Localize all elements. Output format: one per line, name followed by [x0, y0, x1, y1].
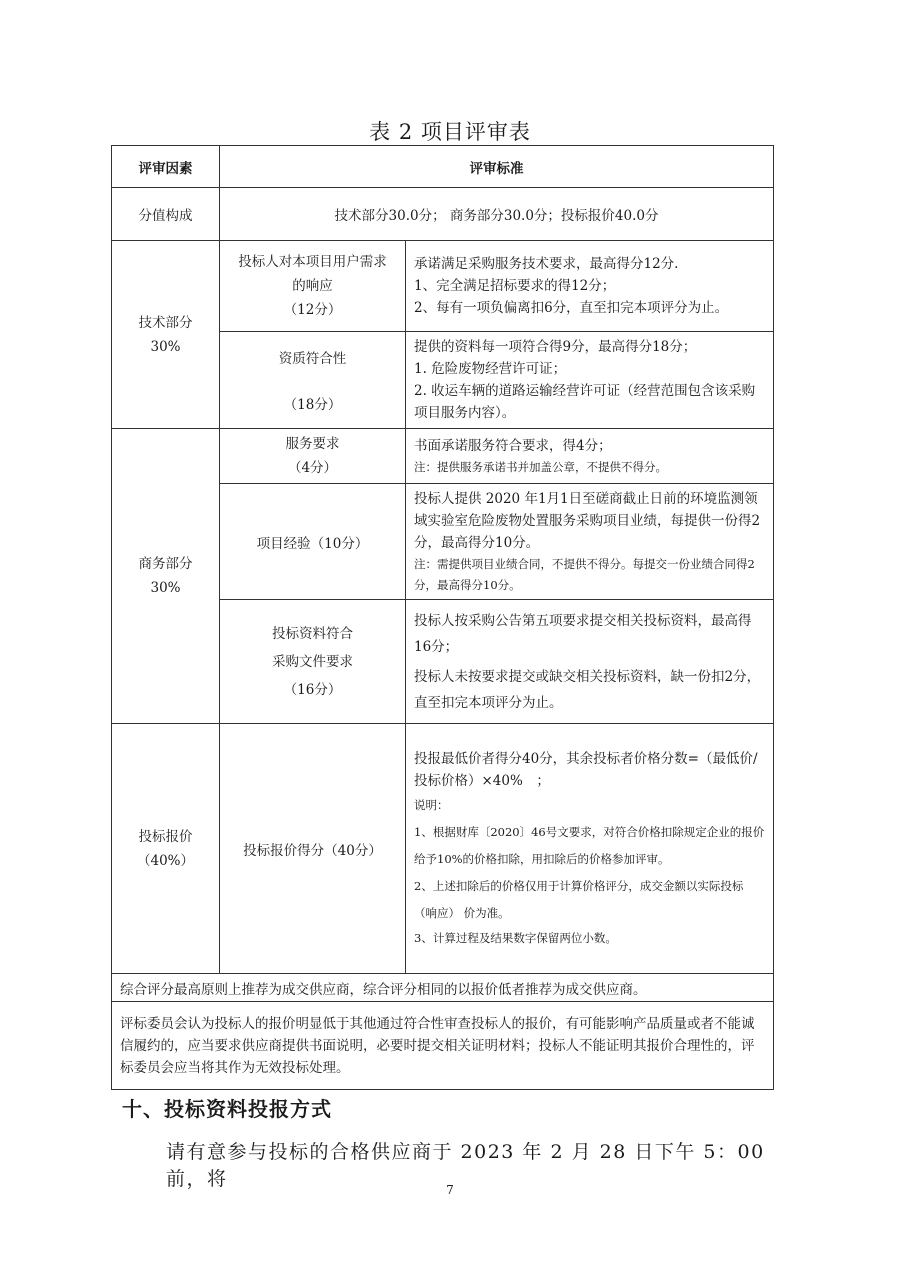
criteria-line: 投标人未按要求提交或缺交相关投标资料，缺一份扣2分，直至扣完本项评分为止。: [414, 668, 761, 711]
technical-group-pct: 30%: [150, 338, 181, 355]
footer-note-1: 综合评分最高原则上推荐为成交供应商，综合评分相同的以报价低者推荐为成交供应商。: [112, 974, 774, 1002]
item-name-line: 采购文件要求: [272, 653, 353, 670]
score-composition-text: 技术部分30.0分； 商务部分30.0分；投标报价40.0分: [220, 188, 774, 241]
criteria-note: 注：需提供项目业绩合同，不提供不得分。每提交一份业绩合同得2分，最高得分10分。: [414, 556, 755, 592]
criteria-line: 1. 危险废物经营许可证；: [414, 361, 567, 377]
item-name-line: 服务要求: [285, 436, 340, 452]
criteria-line: 书面承诺服务符合要求，得4分；: [414, 437, 612, 454]
technical-item-criteria: [406, 332, 774, 429]
table-title: 表 2 项目评审表: [369, 120, 531, 144]
header-standard: 评审标准: [220, 146, 774, 188]
business-group-cell: [112, 429, 220, 724]
score-composition-row: [112, 188, 774, 241]
footer-row: [112, 1002, 774, 1090]
technical-group-cell: [112, 241, 220, 429]
item-name-line: 资质符合性: [278, 351, 347, 367]
criteria-note: 2、上述扣除后的价格仅用于计算价格评分，成交金额以实际投标（响应） 价为准。: [414, 879, 744, 920]
body-paragraph: 请有意参与投标的合格供应商于 2023 年 2 月 28 日下午 5：00 前，将: [166, 1141, 765, 1190]
technical-item-name: [220, 332, 406, 429]
footer-row: [112, 974, 774, 1002]
criteria-line: 2. 收运车辆的道路运输经营许可证（经营范围包含该采购项目服务内容）。: [414, 383, 756, 421]
item-name-line: （12分）: [283, 302, 342, 318]
technical-group-label: 技术部分: [138, 314, 193, 331]
item-name-line: 投标资料符合: [272, 625, 353, 642]
business-group-pct: 30%: [150, 580, 181, 596]
business-group-label: 商务部分: [138, 556, 193, 572]
criteria-note: 1、根据财库〔2020〕46号文要求，对符合价格扣除规定企业的报价给予10%的价格扣除，用扣除后的价格参加评审。: [414, 825, 765, 866]
criteria-note: 说明：: [414, 798, 449, 812]
item-name-line: （16分）: [283, 681, 342, 698]
criteria-line: 投报最低价者得分40分，其余投标者价格分数=（最低价/投标价格）×40% ；: [414, 751, 758, 789]
table-row: [112, 429, 774, 484]
criteria-note: 3、计算过程及结果数字保留两位小数。: [414, 931, 617, 945]
price-group-cell: [112, 724, 220, 974]
business-item-criteria: [406, 484, 774, 600]
criteria-line: 投标人提供 2020 年1月1日至磋商截止日前的环境监测领域实验室危险废物处置服务采购项目业绩，每提供一份得2分，最高得分10分。: [414, 490, 761, 551]
criteria-line: 提供的资料每一项符合得9分，最高得分18分；: [414, 339, 697, 355]
criteria-line: 1、完全满足招标要求的得12分；: [414, 278, 616, 294]
item-name-line: 投标人对本项目用户需求: [238, 254, 387, 270]
business-item-criteria: [406, 429, 774, 484]
business-item-name: [220, 600, 406, 724]
item-name-line: （4分）: [287, 460, 338, 476]
price-group-label: 投标报价: [138, 828, 193, 845]
business-item-name: [220, 429, 406, 484]
section-heading: 十、投标资料投报方式: [122, 1097, 332, 1121]
business-item-name: [220, 484, 406, 600]
page-number: 7: [446, 1183, 454, 1197]
header-factor: 评审因素: [112, 146, 220, 188]
table-row: [112, 724, 774, 974]
criteria-line: 承诺满足采购服务技术要求，最高得分12分.: [414, 256, 679, 272]
price-item-name: 投标报价得分（40分）: [220, 724, 406, 974]
business-item-criteria: [406, 600, 774, 724]
price-group-pct: （40%）: [136, 852, 194, 869]
price-item-criteria: [406, 724, 774, 974]
review-table: [111, 145, 774, 1090]
table-row: [112, 241, 774, 332]
criteria-note: 注：提供服务承诺书并加盖公章，不提供不得分。: [414, 459, 667, 474]
score-composition-label: 分值构成: [112, 188, 220, 241]
item-name-line: 项目经验（10分）: [256, 535, 369, 552]
footer-note-2: 评标委员会认为投标人的报价明显低于其他通过符合性审查投标人的报价，有可能影响产品质量或者不能诚信履约的，应当要求供应商提供书面说明，必要时提交相关证明材料；投标人不能证明其报价合理性的，评标委员会应当将其作为无效投标处理。: [112, 1002, 774, 1090]
header-row: [112, 146, 774, 188]
item-name-line: 的响应: [292, 278, 333, 294]
technical-item-criteria: [406, 241, 774, 332]
item-name-line: （18分）: [283, 397, 342, 413]
technical-item-name: [220, 241, 406, 332]
criteria-line: 2、每有一项负偏离扣6分，直至扣完本项评分为止。: [414, 300, 729, 316]
criteria-line: 投标人按采购公告第五项要求提交相关投标资料，最高得16分；: [414, 612, 752, 655]
